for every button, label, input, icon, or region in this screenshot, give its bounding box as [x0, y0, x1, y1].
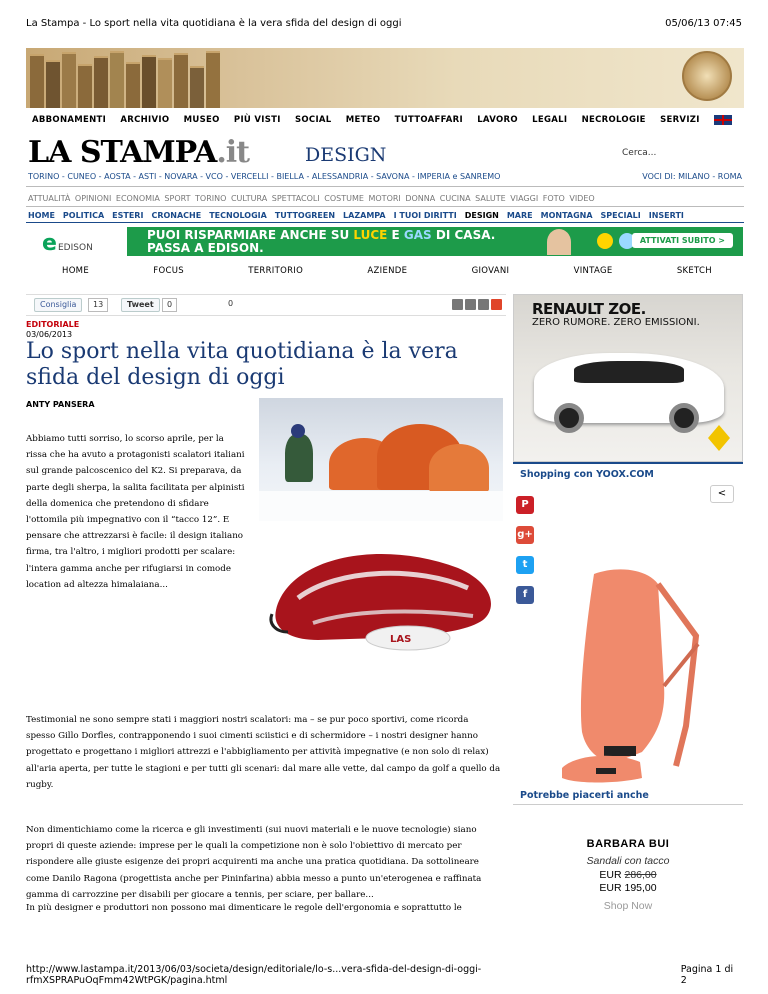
edison-logo-icon: e	[42, 231, 57, 256]
edison-logo[interactable]	[42, 231, 102, 255]
divider	[26, 206, 744, 207]
article-headline: Lo sport nella vita quotidiana è la vera sfida del design di oggi	[26, 339, 458, 390]
search-input[interactable]: Cerca...	[622, 148, 657, 158]
gplus-count: 0	[228, 299, 234, 308]
spokesperson-photo	[547, 229, 571, 255]
subnav-i-tuoi-diritti[interactable]: I TUOI DIRITTI	[393, 211, 457, 220]
attivati-subito-button[interactable]: ATTIVATI SUBITO >	[632, 233, 733, 248]
shop-now-link[interactable]: Shop Now	[603, 900, 653, 912]
edison-logo-text: EDISON	[58, 243, 93, 253]
tweet-button[interactable]: Tweet	[121, 298, 160, 312]
topnav-meteo[interactable]: METEO	[345, 115, 381, 125]
english-flag-icon[interactable]	[714, 115, 732, 125]
subnav-speciali[interactable]: SPECIALI	[600, 211, 641, 220]
product-name: Sandali con tacco	[586, 855, 670, 867]
renault-subline: ZERO RUMORE. ZERO EMISSIONI.	[532, 317, 700, 328]
sandal-photo	[546, 566, 712, 771]
article-date: 03/06/2013	[26, 330, 73, 339]
print-page-number: Pagina 1 di 2	[680, 964, 734, 986]
facebook-icon[interactable]: f	[516, 586, 534, 604]
subnav-inserti[interactable]: INSERTI	[648, 211, 684, 220]
catnav-home[interactable]: HOME	[62, 266, 89, 276]
renault-headline: RENAULT ZOE.	[532, 300, 646, 318]
catnav-giovani[interactable]: GIOVANI	[471, 266, 510, 276]
pinterest-icon[interactable]: P	[516, 496, 534, 514]
subnav-tuttogreen[interactable]: TUTTOGREEN	[274, 211, 336, 220]
print-title: La Stampa - Lo sport nella vita quotidiana è la vera sfida del design di oggi	[26, 18, 402, 29]
googleplus-icon[interactable]: g+	[516, 526, 534, 544]
lightbulb-icon	[597, 233, 613, 249]
facebook-like-button[interactable]: Consiglia	[34, 298, 82, 312]
product-new-price: EUR 195,00	[599, 882, 657, 894]
share-icon[interactable]: <	[710, 485, 734, 503]
topnav-piu-visti[interactable]: PIÙ VISTI	[233, 115, 281, 125]
logo-main: LA STAMPA	[28, 135, 217, 170]
topnav-necrologie[interactable]: NECROLOGIE	[581, 115, 646, 125]
subnav-montagna[interactable]: MONTAGNA	[540, 211, 593, 220]
subnav-mare[interactable]: MARE	[506, 211, 533, 220]
renault-ad[interactable]	[513, 294, 743, 462]
article-paragraph-3: In più designer e produttori non possono mai dimenticare le regole dell'ergonomia e soprattutto le	[26, 903, 462, 913]
recommendation-title: Potrebbe piacerti anche	[520, 790, 649, 801]
print-timestamp: 05/06/13 07:45	[665, 18, 742, 29]
subnav-politica[interactable]: POLITICA	[62, 211, 105, 220]
catnav-sketch[interactable]: SKETCH	[676, 266, 712, 276]
catnav-focus[interactable]: FOCUS	[153, 266, 184, 276]
helmet-brand: LAS	[390, 634, 412, 645]
catnav-territorio[interactable]: TERRITORIO	[248, 266, 304, 276]
section-title: DESIGN	[305, 144, 387, 166]
lastampa-logo[interactable]	[28, 135, 249, 170]
city-links	[28, 172, 742, 181]
topnav-archivio[interactable]: ARCHIVIO	[120, 115, 170, 125]
print-icon[interactable]	[452, 299, 463, 310]
product-card[interactable]	[513, 838, 743, 912]
top-navigation	[32, 115, 732, 125]
print-footer	[26, 964, 742, 986]
topnav-lavoro[interactable]: LAVORO	[477, 115, 518, 125]
article-kicker: EDITORIALE	[26, 320, 80, 329]
cycling-helmet-photo	[258, 528, 506, 668]
catnav-vintage[interactable]: VINTAGE	[573, 266, 613, 276]
topnav-tuttoaffari[interactable]: TUTTOAFFARI	[394, 115, 463, 125]
article-tools	[452, 299, 502, 310]
article-author: ANTY PANSERA	[26, 400, 95, 409]
like-count: 13	[88, 298, 108, 312]
article-paragraph-1: Testimonial ne sono sempre stati i maggiori nostri scalatori: ma – se pur poco sportivi, come ricorda spesso Gillo Dorfles, contrapponendo i suoi cimenti sciistici e di schermidore – i nostri designer hanno progettato e progettano i migliori attrezzi e l'abbigliamento per attività impegnative (e non solo di relax) all'aria aperta, per tutte le stagioni e per tutti gli scenari: dal mare alle vette, dal campo da golf a quello da rugby.	[26, 715, 501, 790]
subnav-home[interactable]: HOME	[28, 211, 55, 220]
sub-section-nav	[28, 211, 684, 220]
print-url: http://www.lastampa.it/2013/06/03/societa/design/editoriale/lo-s...vera-sfida-del-design-di-oggi-rfmXSPRAPuOqFmm42WtPGK/pagina.html	[26, 964, 482, 986]
design-emblem-icon	[682, 51, 732, 101]
edison-ad-banner[interactable]	[127, 227, 743, 256]
logo-suffix: .it	[216, 135, 250, 170]
topnav-abbonamenti[interactable]: ABBONAMENTI	[32, 115, 107, 125]
product-old-price: EUR 286,00	[599, 869, 657, 881]
font-size-icon[interactable]	[478, 299, 489, 310]
subnav-lazampa[interactable]: LAZAMPA	[343, 211, 386, 220]
edison-headline: PUOI RISPARMIARE ANCHE SU LUCE E GAS DI CASA.	[147, 228, 496, 242]
subnav-esteri[interactable]: ESTERI	[112, 211, 144, 220]
subnav-design[interactable]: DESIGN	[464, 211, 499, 220]
add-share-icon[interactable]	[491, 299, 502, 310]
topnav-museo[interactable]: MUSEO	[183, 115, 220, 125]
catnav-aziende[interactable]: AZIENDE	[367, 266, 408, 276]
divider	[513, 462, 743, 464]
voci-di-links[interactable]: VOCI DI: MILANO - ROMA	[642, 172, 742, 181]
yoox-widget-title[interactable]: Shopping con YOOX.COM	[520, 469, 654, 480]
article-lead: Abbiamo tutti sorriso, lo scorso aprile, per la rissa che ha avuto a protagonisti scalatori italiani sul grande palcoscenico del K2. Si preparava, da parte degli sherpa, la salita facilitata per alpinisti della domenica che pretendono di sfidare l'ottomila più impegnativo con il “tacco 12”. E pensare che attrezzarsi è facile: il design italiano firma, tra l'altro, i migliori prodotti per scalare: l'intera gamma anche per rifugiarsi in comode location ad altezza himalaiana...	[26, 434, 245, 590]
divider	[513, 804, 743, 805]
sandal-thumbnail[interactable]	[556, 748, 646, 786]
bookshelf-illustration	[26, 48, 356, 108]
divider	[26, 222, 744, 223]
tweet-count: 0	[162, 298, 177, 312]
main-section-nav[interactable]: ATTUALITÀ OPINIONI ECONOMIA SPORT TORINO CULTURA SPETTACOLI COSTUME MOTORI DONNA CUCINA SALUTE VIAGGI FOTO VIDEO	[28, 194, 595, 203]
header-banner	[26, 48, 744, 108]
mountain-tents-photo	[259, 398, 503, 521]
topnav-servizi[interactable]: SERVIZI	[660, 115, 700, 125]
print-header	[26, 18, 742, 29]
subnav-cronache[interactable]: CRONACHE	[151, 211, 202, 220]
subnav-tecnologia[interactable]: TECNOLOGIA	[209, 211, 267, 220]
renault-logo-icon	[708, 425, 730, 451]
topnav-social[interactable]: SOCIAL	[294, 115, 332, 125]
divider	[26, 186, 744, 187]
email-icon[interactable]	[465, 299, 476, 310]
edison-subline: PASSA A EDISON.	[147, 241, 264, 255]
twitter-icon[interactable]: t	[516, 556, 534, 574]
share-bar	[26, 294, 506, 316]
product-brand: BARBARA BUI	[586, 838, 670, 850]
design-category-nav	[62, 266, 712, 276]
city-list[interactable]: TORINO - CUNEO - AOSTA - ASTI - NOVARA - VCO - VERCELLI - BIELLA - ALESSANDRIA - SAVONA - IMPERIA e SANREMO	[28, 172, 501, 181]
article-paragraph-2: Non dimentichiamo come la ricerca e gli investimenti (sui nuovi materiali e le nuove tecnologie) siano propri di queste aziende: imprese per le quali la competizione non è solo l'obiettivo di mercato per rispondere alle giuste esigenze dei propri acquirenti ma anche una pratica quotidiana. Da sottolineare come Danilo Ragona (progettista anche per Pininfarina) abbia messo a punto un'eterogenea e raffinata gamma di carrozzine per disabili per giocare a tennis, per sciare, per ballare...	[26, 825, 482, 900]
topnav-legali[interactable]: LEGALI	[532, 115, 568, 125]
